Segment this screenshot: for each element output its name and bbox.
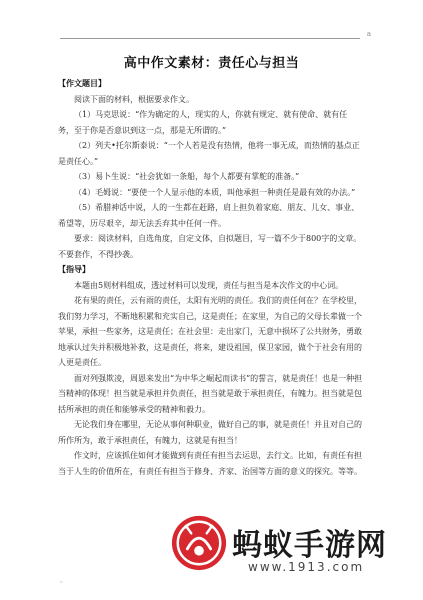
- material-item: （3）易卜生说：“社会犹如一条船，每个人都要有掌舵的准备。”: [74, 172, 300, 181]
- guide-paragraph: 本题由5则材料组成，透过材料可以发现，责任与担当是本次作文的中心词。: [74, 280, 344, 290]
- footer-mark: 。: [60, 576, 67, 584]
- site-watermark: [170, 512, 420, 592]
- guide-paragraph: 花有果的责任，云有雨的责任，太阳有光明的责任。我们的责任何在？在学校里，我们努力学习，不断地积累和充实自己，这是责任；在家里，为自己的父母长辈做一个苹果，承担一些家务，这是责任；在社会里：走出家门，无意中损坏了公共财务，勇敢地承认过失并积极地补救，这是责任，将来，建设祖国，保卫家园，做个于社会有用的人更是责任。: [58, 296, 362, 367]
- material-item: （4）毛姆说：“要使一个人显示他的本质，叫他承担一种责任是最有效的办法。”: [74, 187, 356, 197]
- watermark-text: 蚂蚁手游网: [232, 528, 387, 563]
- intro-paragraph: 阅读下面的材料，根据要求作文。: [74, 94, 194, 104]
- section-heading-prompt: 【作文题目】: [58, 78, 106, 88]
- ant-logo-icon: [170, 514, 228, 572]
- section-heading-guide: 【指导】: [58, 264, 90, 274]
- guide-paragraph: 无论我们身在哪里，无论从事何种职业，做好自己的事，就是责任！并且对自己的所作所为，敢于承担责任，有魄力，这就是有担当！: [58, 420, 362, 445]
- requirement-paragraph: 要求：阅读材料，自选角度，自定文体，自拟题目，写一篇不少于800字的文章。 不要套作，不得抄袭。: [58, 234, 362, 259]
- article-body: [58, 76, 363, 479]
- header-rule: [60, 38, 360, 39]
- material-item: （5）希腊神话中说，人的一生都在赶路，肩上担负着家庭、朋友、儿女、事业、希望等，历尽艰辛，却无法丢弃其中任何一件。: [58, 203, 360, 228]
- page-title: 高中作文素材：责任心与担当: [123, 56, 300, 71]
- corner-mark: a: [366, 30, 371, 38]
- guide-paragraph: 作文时，应该抓住如何才能做到有责任有担当去运思，去行文。比如，有责任有担当于人生的价值所在，有责任有担当于修身、齐家、治国等方面的意义的探究。等等。: [58, 451, 362, 476]
- material-item: （2）列夫•托尔斯泰说：“一个人若是没有热情，他将一事无成，而热情的基点正是责任心。”: [58, 141, 360, 166]
- guide-paragraph: 面对列强欺凌，周恩来发出“为中华之崛起而读书”的誓言，就是责任！也是一种担当精神的体现！担当就是承担并负责任，担当就是敢于承担责任，有魄力。担当就是包括所承担的责任和能够承受的精神和毅力。: [58, 373, 363, 414]
- watermark-url: www.1913.com: [248, 560, 365, 574]
- material-item: （1）马克思说：“作为确定的人，现实的人，你就有规定、就有使命、就有任务，至于你是否意识到这一点，那是无所谓的。”: [58, 110, 348, 135]
